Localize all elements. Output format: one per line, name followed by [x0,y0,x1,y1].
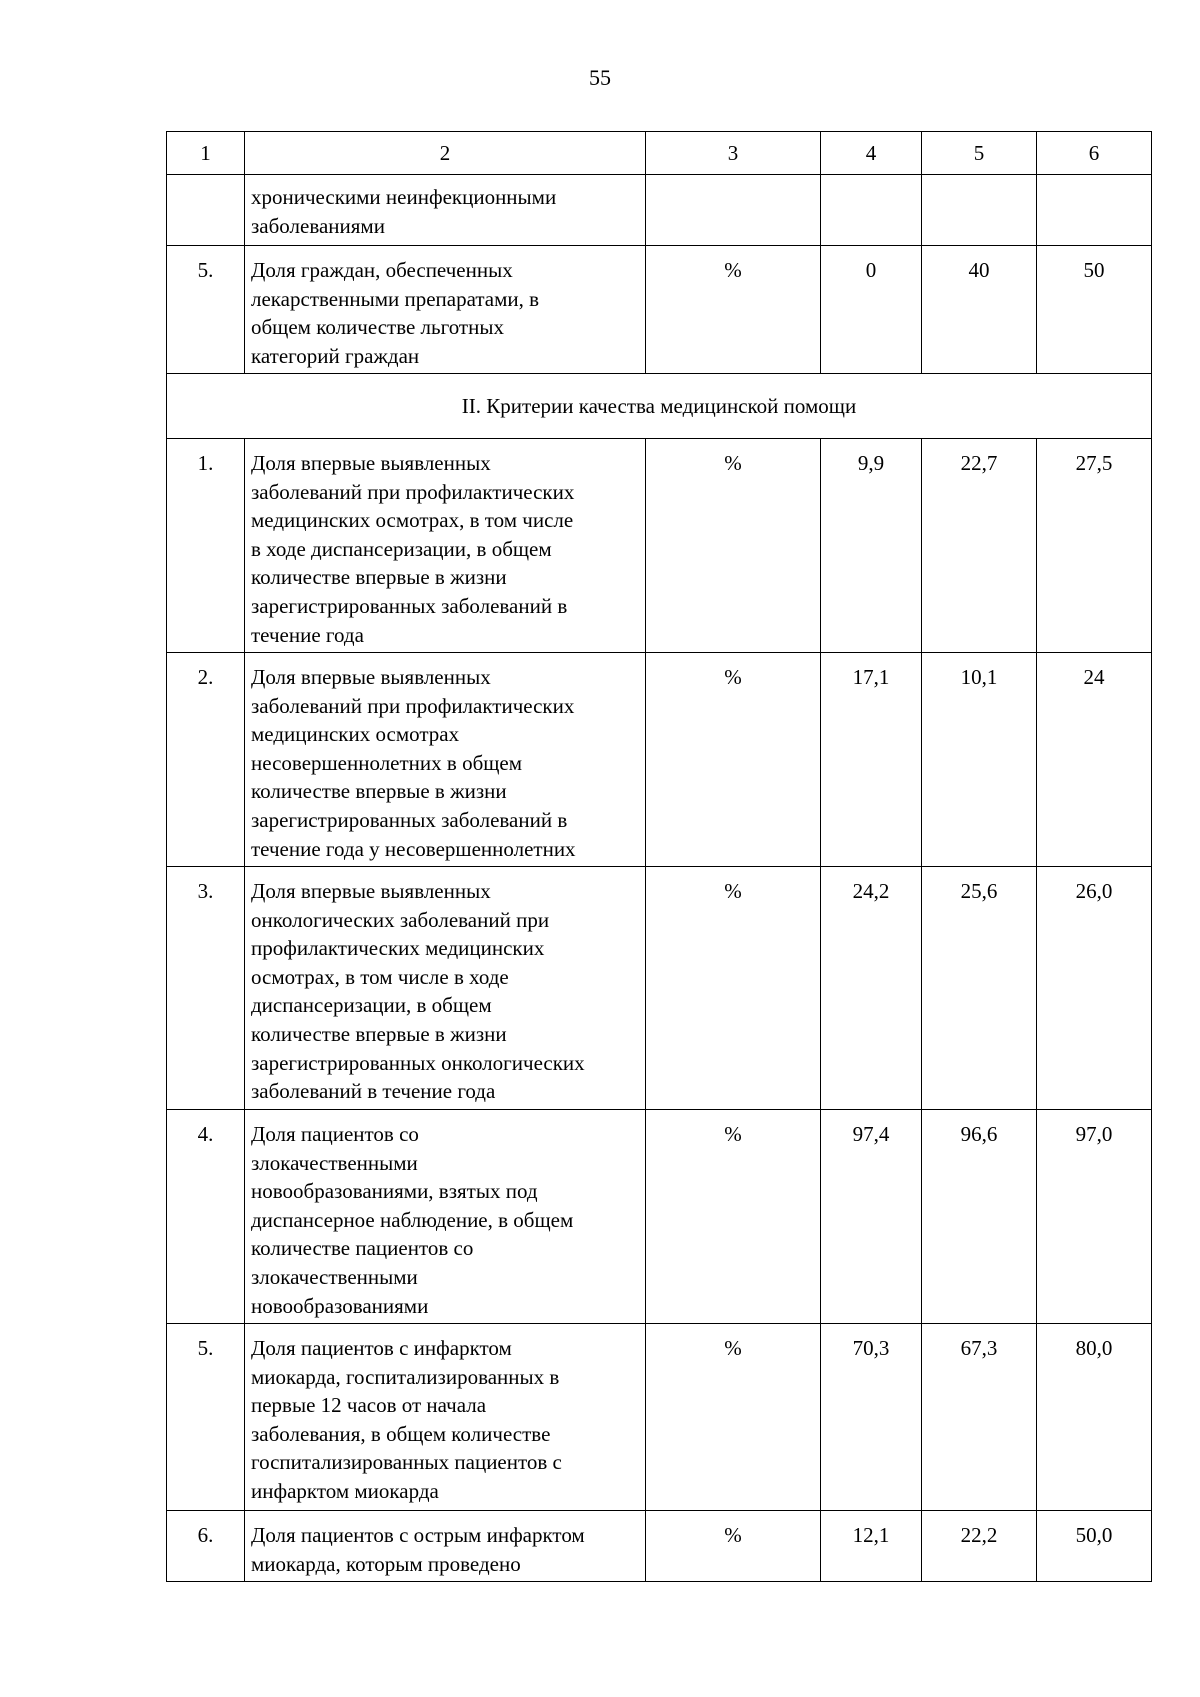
description-line: Доля впервые выявленных [251,451,491,475]
row-unit: % [646,867,821,1110]
description-line: Доля граждан, обеспеченных [251,258,513,282]
row-number: 3. [167,867,245,1110]
table-row [167,246,1152,374]
description-line: миокарда, которым проведено [251,1551,521,1576]
section-heading-row [167,374,1152,439]
row-number: 6. [167,1511,245,1582]
row-value-5: 67,3 [922,1324,1037,1511]
row-value-6 [1037,175,1152,246]
row-value-6: 50,0 [1037,1511,1152,1582]
description-line: зарегистрированных заболеваний в [251,807,568,832]
row-value-6: 97,0 [1037,1110,1152,1324]
table-header-row [167,132,1152,175]
row-description [245,1110,646,1324]
table-row [167,1511,1152,1582]
row-number [167,175,245,246]
row-unit [646,175,821,246]
column-number-5: 5 [922,132,1037,175]
description-line: категорий граждан [251,343,420,368]
description-line: течение года [251,622,364,647]
row-value-6: 50 [1037,246,1152,374]
row-number: 4. [167,1110,245,1324]
description-line: диспансеризации, в общем [251,993,492,1018]
description-line: диспансерное наблюдение, в общем [251,1207,574,1232]
description-line: заболеваний при профилактических [251,479,575,504]
row-value-4: 70,3 [821,1324,922,1511]
row-number: 5. [167,246,245,374]
row-value-5: 22,2 [922,1511,1037,1582]
row-number: 5. [167,1324,245,1511]
description-line: госпитализированных пациентов с [251,1450,562,1475]
column-number-6: 6 [1037,132,1152,175]
row-description [245,1324,646,1511]
description-line: зарегистрированных заболеваний в [251,593,568,618]
description-line: Доля впервые выявленных [251,665,491,689]
row-description [245,439,646,653]
description-line: злокачественными [251,1150,418,1175]
row-value-4: 0 [821,246,922,374]
description-line: Доля пациентов с острым инфарктом [251,1523,585,1547]
description-line: новообразованиями [251,1293,429,1318]
row-number: 1. [167,439,245,653]
description-line: первые 12 часов от начала [251,1393,487,1418]
row-value-5: 25,6 [922,867,1037,1110]
description-line: лекарственными препаратами, в [251,286,540,311]
row-value-5: 22,7 [922,439,1037,653]
row-value-5: 10,1 [922,653,1037,867]
row-value-5: 96,6 [922,1110,1037,1324]
row-value-6: 80,0 [1037,1324,1152,1511]
description-line: течение года у несовершеннолетних [251,836,576,861]
column-number-3: 3 [646,132,821,175]
table-row [167,1110,1152,1324]
row-value-4 [821,175,922,246]
row-value-4: 17,1 [821,653,922,867]
description-line: Доля пациентов с инфарктом [251,1336,512,1360]
description-line: онкологических заболеваний при [251,907,550,932]
description-line: заболеваний в течение года [251,1079,496,1104]
description-line: зарегистрированных онкологических [251,1050,585,1075]
row-unit: % [646,653,821,867]
column-number-4: 4 [821,132,922,175]
description-line: профилактических медицинских [251,936,545,961]
description-line: количестве впервые в жизни [251,1021,507,1046]
row-description [245,175,646,246]
row-value-4: 9,9 [821,439,922,653]
page-number: 55 [589,65,611,90]
row-value-4: 12,1 [821,1511,922,1582]
description-line: Доля пациентов со [251,1122,419,1146]
description-line: хроническими неинфекционными [251,185,557,209]
row-value-4: 97,4 [821,1110,922,1324]
description-line: новообразованиями, взятых под [251,1179,538,1204]
column-number-2: 2 [245,132,646,175]
description-line: осмотрах, в том числе в ходе [251,964,509,989]
row-unit: % [646,1110,821,1324]
table-row [167,653,1152,867]
section-title: II. Критерии качества медицинской помощи [167,374,1152,439]
row-unit: % [646,1324,821,1511]
description-line: несовершеннолетних в общем [251,750,523,775]
description-line: в ходе диспансеризации, в общем [251,536,552,561]
description-line: общем количестве льготных [251,315,504,340]
row-unit: % [646,439,821,653]
table-row [167,867,1152,1110]
indicators-table [166,131,1152,1582]
description-line: Доля впервые выявленных [251,879,491,903]
description-line: количестве впервые в жизни [251,779,507,804]
row-value-6: 24 [1037,653,1152,867]
description-line: количестве пациентов со [251,1236,474,1261]
row-description [245,867,646,1110]
table-row [167,175,1152,246]
row-value-5 [922,175,1037,246]
description-line: медицинских осмотрах, в том числе [251,508,574,533]
row-unit: % [646,1511,821,1582]
row-unit: % [646,246,821,374]
row-value-4: 24,2 [821,867,922,1110]
table-row [167,439,1152,653]
row-description [245,1511,646,1582]
row-value-6: 26,0 [1037,867,1152,1110]
description-line: злокачественными [251,1264,418,1289]
row-value-5: 40 [922,246,1037,374]
row-number: 2. [167,653,245,867]
description-line: заболевания, в общем количестве [251,1421,551,1446]
description-line: медицинских осмотрах [251,722,460,747]
row-description [245,246,646,374]
row-value-6: 27,5 [1037,439,1152,653]
description-line: заболеваниями [251,213,385,238]
row-description [245,653,646,867]
description-line: миокарда, госпитализированных в [251,1364,560,1389]
column-number-1: 1 [167,132,245,175]
description-line: заболеваний при профилактических [251,693,575,718]
table-row [167,1324,1152,1511]
description-line: количестве впервые в жизни [251,565,507,590]
description-line: инфарктом миокарда [251,1478,439,1503]
